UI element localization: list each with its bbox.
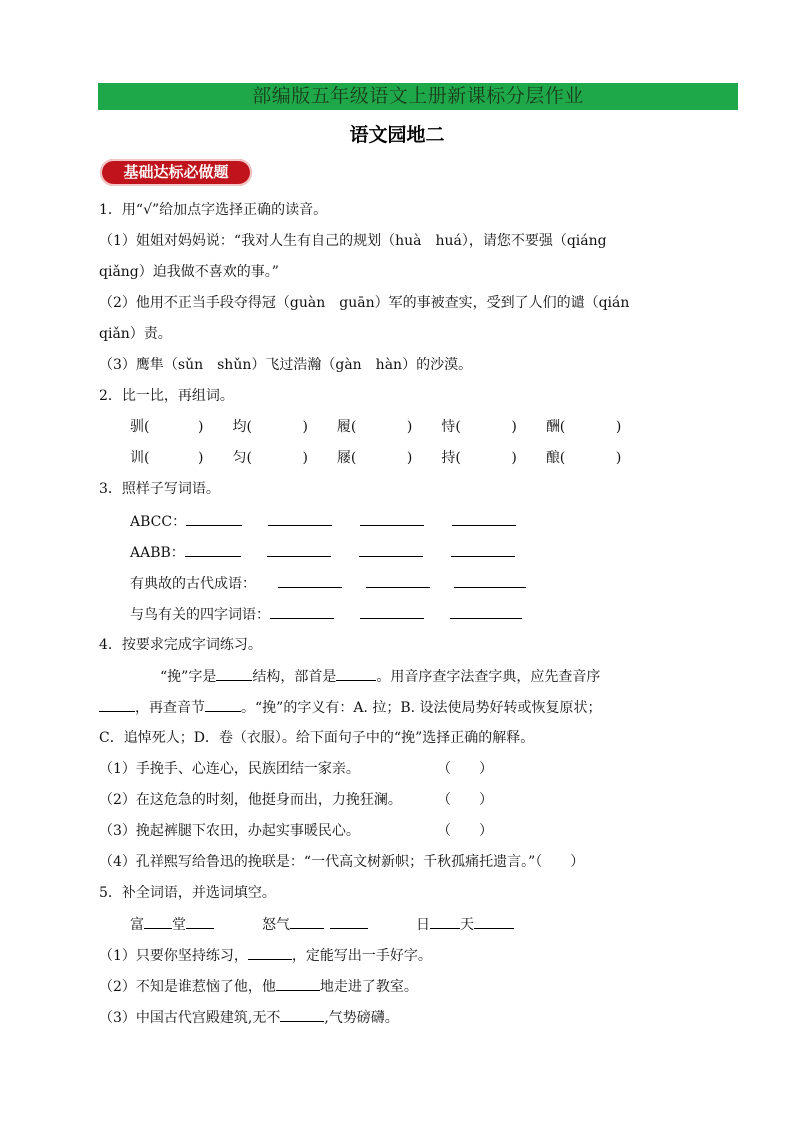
q4-text: （4）孔祥熙写给鲁迅的挽联是：“一代高文树新帜；千秋孤痛托遗言。” (99, 854, 536, 870)
q4-stem: 4．按要求完成字词练习。 (99, 637, 262, 653)
q5-sentence3 (99, 1007, 399, 1028)
q2-stem: 2．比一比，再组词。 (99, 388, 234, 404)
q5-text: 日 (416, 917, 430, 933)
q5-words (130, 914, 514, 935)
q2-char: 驯( (130, 419, 150, 435)
answer-blank[interactable] (451, 542, 515, 557)
q4-sentence4 (99, 852, 584, 872)
answer-blank[interactable] (205, 697, 241, 712)
q2-char: 履( (336, 419, 357, 435)
q5-text: ,气势磅礴。 (324, 1010, 399, 1026)
q4-text: ，再查音节 (135, 700, 205, 716)
q5-text: 怒气 (262, 917, 290, 933)
answer-blank[interactable] (474, 914, 514, 929)
q4-text: “挽”字是 (160, 669, 217, 685)
q5-text: （2）不知是谁惹恼了他，他 (99, 979, 276, 995)
q2-paren: ) (406, 419, 413, 435)
answer-blank[interactable] (330, 914, 368, 929)
answer-blank[interactable] (454, 573, 526, 588)
answer-blank[interactable] (430, 914, 460, 929)
answer-blank[interactable] (366, 573, 430, 588)
q4-text: 。用音序查字法查字典，应先查音序 (376, 669, 601, 685)
answer-blank[interactable] (276, 976, 320, 991)
q5-text: 堂 (172, 917, 186, 933)
q1-line5: （3）鹰隼（sǔn shǔn）飞过浩瀚（gàn hàn）的沙漠。 (99, 357, 473, 373)
answer-blank[interactable] (99, 697, 135, 712)
page-title: 语文园地二 (349, 124, 445, 146)
q4-sentence1 (99, 759, 493, 779)
q4-para1 (160, 666, 600, 687)
q1-stem: 1．用“√”给加点字选择正确的读音。 (99, 202, 328, 218)
q4-text: 结构，部首是 (252, 669, 337, 685)
q4-text: （1）手挽手、心连心，民族团结一家亲。 (99, 761, 360, 777)
q2-paren: ) (406, 450, 413, 466)
answer-blank[interactable] (185, 542, 241, 557)
q4-text: （3）挽起裤腿下农田，办起实事暖民心。 (99, 823, 360, 839)
answer-blank[interactable] (248, 945, 292, 960)
q5-text: 富 (130, 917, 144, 933)
answer-paren[interactable]: （ ） (437, 792, 493, 808)
q2-char: 恃( (441, 419, 461, 435)
answer-blank[interactable] (268, 511, 332, 526)
q5-text: 天 (460, 917, 474, 933)
q3-idiom-row (130, 573, 526, 594)
q2-paren: ) (302, 450, 308, 466)
answer-blank[interactable] (360, 511, 424, 526)
q2-paren: ) (511, 419, 517, 435)
answer-blank[interactable] (359, 542, 423, 557)
q3-idiom-label: 有典故的古代成语： (130, 576, 256, 592)
answer-blank[interactable] (216, 666, 252, 681)
q3-stem: 3．照样子写词语。 (99, 481, 220, 497)
q2-paren: ) (615, 450, 622, 466)
q1-line3: （2）他用不正当手段夺得冠（guàn guān）军的事被查实，受到了人们的谴（qián (99, 295, 630, 311)
answer-blank[interactable] (452, 511, 516, 526)
q2-paren: ) (198, 450, 204, 466)
section-tag: 基础达标必做题 (100, 159, 252, 186)
answer-blank[interactable] (450, 604, 522, 619)
q2-char: 酬( (545, 419, 566, 435)
q5-text: （3）中国古代宫殿建筑,无不 (99, 1010, 281, 1026)
q2-char: 匀( (232, 450, 252, 466)
q2-paren: ) (302, 419, 308, 435)
q5-text: （1）只要你坚持练习， (99, 948, 248, 964)
answer-blank[interactable] (186, 914, 214, 929)
q2-row1 (130, 417, 636, 437)
q2-char: 均( (232, 419, 252, 435)
q3-abcc-row (130, 511, 516, 532)
q3-aabb-row (130, 542, 515, 563)
q3-bird-row (130, 604, 522, 625)
answer-paren[interactable]: （ ） (535, 854, 585, 870)
q3-aabb-label: AABB： (130, 545, 185, 561)
answer-blank[interactable] (270, 604, 334, 619)
answer-blank[interactable] (360, 604, 424, 619)
answer-paren[interactable]: （ ） (437, 823, 493, 839)
q2-char: 屦( (336, 450, 357, 466)
q2-char: 持( (441, 450, 461, 466)
header-banner: 部编版五年级语文上册新课标分层作业 (98, 83, 738, 110)
q2-char: 酿( (545, 450, 566, 466)
answer-blank[interactable] (280, 1007, 324, 1022)
q5-sentence1 (99, 945, 432, 966)
answer-paren[interactable]: （ ） (437, 761, 493, 777)
q4-sentence2 (99, 790, 493, 810)
q5-text: 地走进了教室。 (319, 979, 418, 995)
q4-para3: C．追悼死人；D．卷（衣服）。给下面句子中的“挽”选择正确的解释。 (99, 730, 535, 746)
q2-row2 (130, 448, 636, 468)
answer-blank[interactable] (267, 542, 331, 557)
q1-line4: qiǎn）责。 (99, 326, 172, 342)
q3-abcc-label: ABCC： (130, 514, 187, 530)
q2-paren: ) (198, 419, 204, 435)
answer-blank[interactable] (278, 573, 342, 588)
q4-text: 。“挽”的字义有：A. 拉；B. 设法使局势好转或恢复原状； (241, 700, 602, 716)
answer-blank[interactable] (336, 666, 376, 681)
q1-line1: （1）姐姐对妈妈说：“我对人生有自己的规划（huà huá），请您不要强（qiáng (99, 233, 607, 249)
q2-paren: ) (615, 419, 622, 435)
q2-char: 训( (130, 450, 150, 466)
answer-blank[interactable] (186, 511, 242, 526)
q5-stem: 5．补全词语，并选词填空。 (99, 885, 276, 901)
q4-text: （2）在这危急的时刻，他挺身而出，力挽狂澜。 (99, 792, 402, 808)
q3-bird-label: 与鸟有关的四字词语： (130, 607, 270, 623)
q4-para2 (99, 697, 602, 718)
q5-text: ，定能写出一手好字。 (291, 948, 432, 964)
q5-sentence2 (99, 976, 418, 997)
q4-sentence3 (99, 821, 493, 841)
q1-line2: qiǎng）迫我做不喜欢的事。” (99, 264, 279, 280)
answer-blank[interactable] (144, 914, 172, 929)
answer-blank[interactable] (290, 914, 324, 929)
q2-paren: ) (511, 450, 517, 466)
